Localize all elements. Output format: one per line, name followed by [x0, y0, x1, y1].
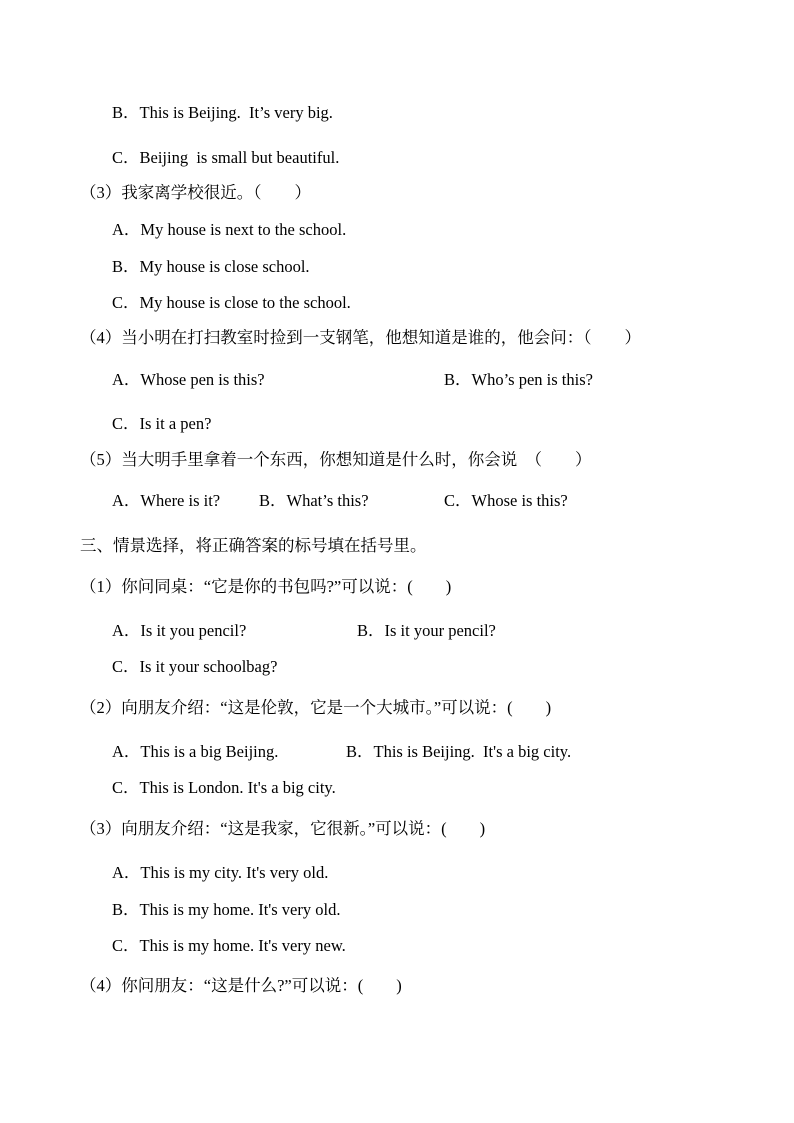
- p3-q3-stem: （3）向朋友介绍：“这是我家，它很新。”可以说：( ): [80, 819, 486, 838]
- p2-q4-option-c: C．Is it a pen?: [112, 414, 212, 433]
- p2-q5-option-b: B．What’s this?: [259, 491, 369, 510]
- p2-q4-option-a: A．Whose pen is this?: [112, 370, 265, 389]
- p2-q2-option-b: B．This is Beijing. It’s very big.: [112, 103, 333, 122]
- p3-q4-stem: （4）你问朋友：“这是什么?”可以说：( ): [80, 976, 402, 995]
- p2-q3-option-b: B．My house is close school.: [112, 257, 310, 276]
- p3-q3-option-a: A．This is my city. It's very old.: [112, 863, 329, 882]
- p3-q1-stem: （1）你问同桌：“它是你的书包吗?”可以说：( ): [80, 577, 452, 596]
- section-3-heading: 三、情景选择，将正确答案的标号填在括号里。: [80, 536, 427, 555]
- p2-q3-option-a: A．My house is next to the school.: [112, 220, 347, 239]
- p2-q5-option-c: C．Whose is this?: [444, 491, 568, 510]
- p3-q2-option-c: C．This is London. It's a big city.: [112, 778, 336, 797]
- p2-q3-stem: （3）我家离学校很近。（ ）: [80, 183, 311, 202]
- p2-q2-option-c: C．Beijing is small but beautiful.: [112, 148, 340, 167]
- p3-q3-option-b: B．This is my home. It's very old.: [112, 900, 341, 919]
- p3-q3-option-c: C．This is my home. It's very new.: [112, 936, 346, 955]
- p2-q4-option-b: B．Who’s pen is this?: [444, 370, 593, 389]
- p2-q3-option-c: C．My house is close to the school.: [112, 293, 351, 312]
- p2-q4-stem: （4）当小明在打扫教室时捡到一支钢笔，他想知道是谁的，他会问：（ ）: [80, 328, 641, 347]
- p3-q1-option-b: B．Is it your pencil?: [357, 621, 496, 640]
- p2-q5-option-a: A．Where is it?: [112, 491, 221, 510]
- p3-q2-option-b: B．This is Beijing. It's a big city.: [346, 742, 572, 761]
- p3-q1-option-a: A．Is it you pencil?: [112, 621, 247, 640]
- p3-q1-option-c: C．Is it your schoolbag?: [112, 657, 278, 676]
- p3-q2-option-a: A．This is a big Beijing.: [112, 742, 279, 761]
- p2-q5-stem: （5）当大明手里拿着一个东西，你想知道是什么时，你会说 （ ）: [80, 450, 592, 469]
- p3-q2-stem: （2）向朋友介绍：“这是伦敦，它是一个大城市。”可以说：( ): [80, 698, 552, 717]
